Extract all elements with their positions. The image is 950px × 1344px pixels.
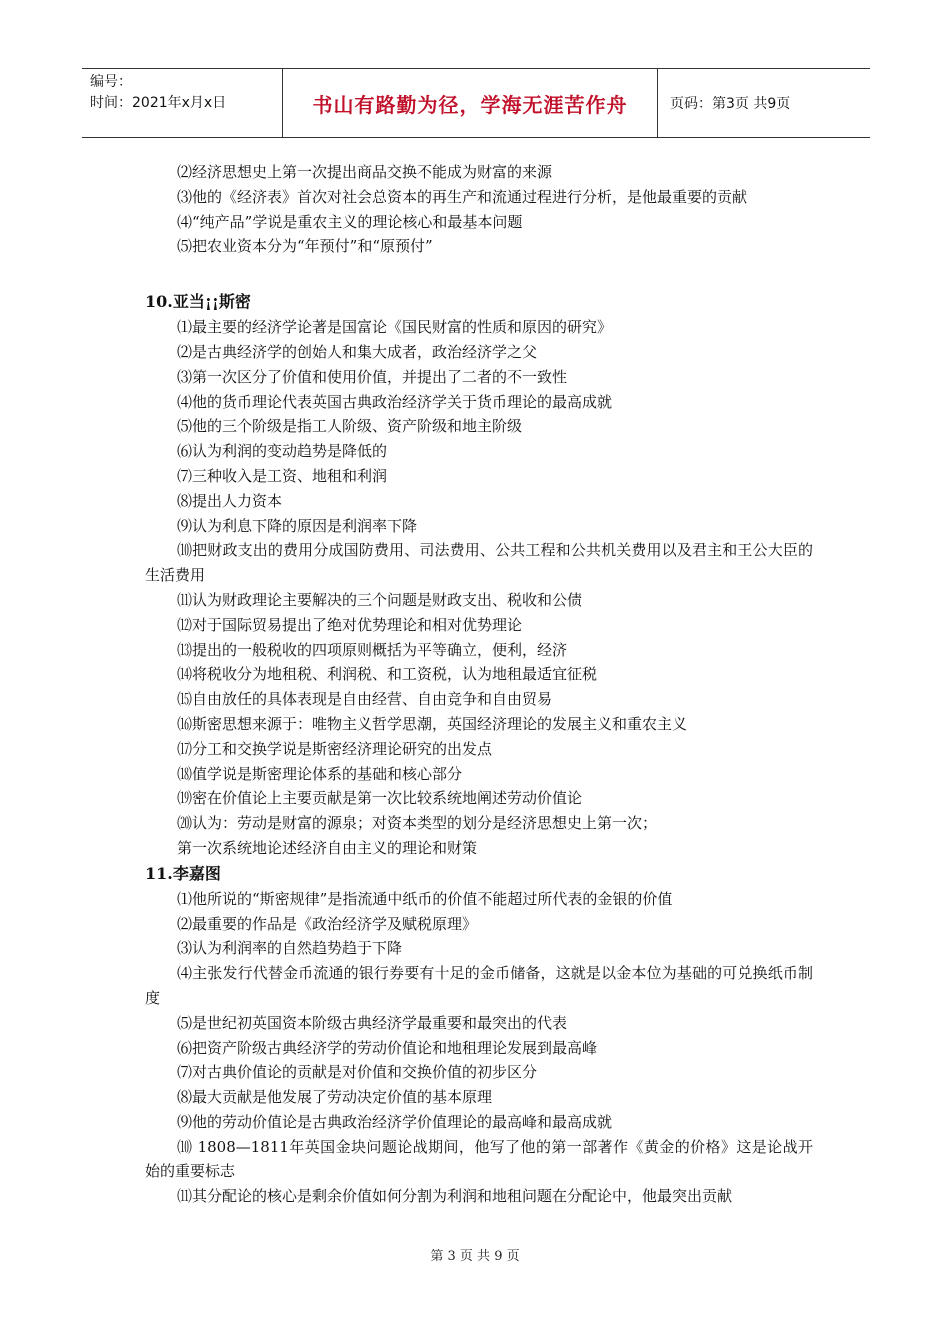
list-item: ⒄分工和交换学说是斯密经济理论研究的出发点	[177, 739, 493, 758]
header-meta	[82, 69, 282, 137]
list-item: ⑸是世纪初英国资本阶级古典经济学最重要和最突出的代表	[177, 1013, 568, 1032]
list-item: ⑻提出人力资本	[177, 491, 283, 510]
list-item: ⑽ 1808—1811年英国金块问题论战期间，他写了他的第一部著作《黄金的价格》这是论战开始的重要标志	[145, 1137, 813, 1181]
list-item: ⑵最重要的作品是《政治经济学及赋税原理》	[177, 914, 478, 933]
list-item: ⑾其分配论的核心是剩余价值如何分割为利润和地租问题在分配论中，他最突出贡献	[177, 1187, 733, 1206]
section-heading: 10.亚当¡¡斯密	[145, 292, 251, 312]
list-item: ⒃斯密思想来源于：唯物主义哲学思潮，英国经济理论的发展主义和重农主义	[177, 714, 688, 733]
list-item: ⒂自由放任的具体表现是自由经营、自由竞争和自由贸易	[177, 690, 553, 709]
page-header	[82, 68, 870, 138]
list-item: ⒇认为：劳动是财富的源泉；对资本类型的划分是经济思想史上第一次；	[177, 814, 658, 833]
section-ricardo	[145, 861, 813, 1209]
list-item: ⑾认为财政理论主要解决的三个问题是财政支出、税收和公债	[177, 590, 583, 609]
list-item: ⑹把资产阶级古典经济学的劳动价值论和地租理论发展到最高峰	[177, 1038, 598, 1057]
list-item: ⑵经济思想史上第一次提出商品交换不能成为财富的来源	[177, 163, 553, 181]
list-item: ⑸他的三个阶级是指工人阶级、资产阶级和地主阶级	[177, 417, 523, 436]
list-item: ⑼他的劳动价值论是古典政治经济学价值理论的最高峰和最高成就	[177, 1112, 613, 1131]
list-item: ⑷他的货币理论代表英国古典政治经济学关于货币理论的最高成就	[177, 392, 613, 411]
list-item: 第一次系统地论述经济自由主义的理论和财策	[177, 838, 478, 857]
list-item: ⑺三种收入是工资、地租和利润	[177, 466, 388, 485]
page-footer: 第 3 页 共 9 页	[430, 1249, 520, 1264]
document-body	[145, 160, 813, 1209]
list-item: ⑽把财政支出的费用分成国防费用、司法费用、公共工程和公共机关费用以及君主和王公大臣的生活费用	[145, 541, 813, 585]
list-item: ⒁将税收分为地租税、利润税、和工资税，认为地租最适宜征税	[177, 665, 598, 684]
list-item: ⑿对于国际贸易提出了绝对优势理论和相对优势理论	[177, 615, 523, 634]
list-item: ⑻最大贡献是他发展了劳动决定价值的基本原理	[177, 1088, 493, 1107]
list-item: ⑶他的《经济表》首次对社会总资本的再生产和流通过程进行分析，是他最重要的贡献	[177, 187, 748, 206]
list-item: ⑷主张发行代替金币流通的银行券要有十足的金币储备，这就是以金本位为基础的可兑换纸币制度	[145, 964, 813, 1007]
header-motto-cell	[282, 69, 658, 137]
section-physiocrats-continued	[145, 160, 813, 259]
header-page-cell	[658, 69, 870, 137]
list-item: ⑴最主要的经济学论著是国富论《国民财富的性质和原因的研究》	[177, 318, 613, 337]
number-label: 编号：	[90, 74, 132, 90]
list-item: ⑵是古典经济学的创始人和集大成者，政治经济学之父	[177, 342, 538, 361]
time-label: 时间：2021年x月x日	[90, 95, 227, 111]
section-heading: 11.李嘉图	[145, 863, 221, 883]
page-label: 页码：第3页 共9页	[670, 96, 791, 112]
list-item: ⒀提出的一般税收的四项原则概括为平等确立，便利，经济	[177, 640, 568, 659]
list-item: ⑷“纯产品”学说是重农主义的理论核心和最基本问题	[177, 212, 523, 231]
list-item: ⑶认为利润率的自然趋势趋于下降	[177, 939, 403, 958]
list-item: ⑴他所说的“斯密规律”是指流通中纸币的价值不能超过所代表的金银的价值	[177, 889, 673, 908]
motto-text: 书山有路勤为径，学海无涯苦作舟	[312, 92, 628, 117]
list-item: ⑼认为利息下降的原因是利润率下降	[177, 516, 418, 535]
list-item: ⑹认为利润的变动趋势是降低的	[177, 442, 388, 461]
list-item: ⑶第一次区分了价值和使用价值，并提出了二者的不一致性	[177, 367, 568, 386]
list-item: ⒆密在价值论上主要贡献是第一次比较系统地阐述劳动价值论	[177, 789, 583, 808]
list-item: ⑺对古典价值论的贡献是对价值和交换价值的初步区分	[177, 1063, 538, 1082]
list-item: ⒅值学说是斯密理论体系的基础和核心部分	[177, 764, 463, 783]
section-adam-smith	[145, 289, 813, 861]
list-item: ⑸把农业资本分为“年预付”和“原预付”	[177, 237, 433, 256]
